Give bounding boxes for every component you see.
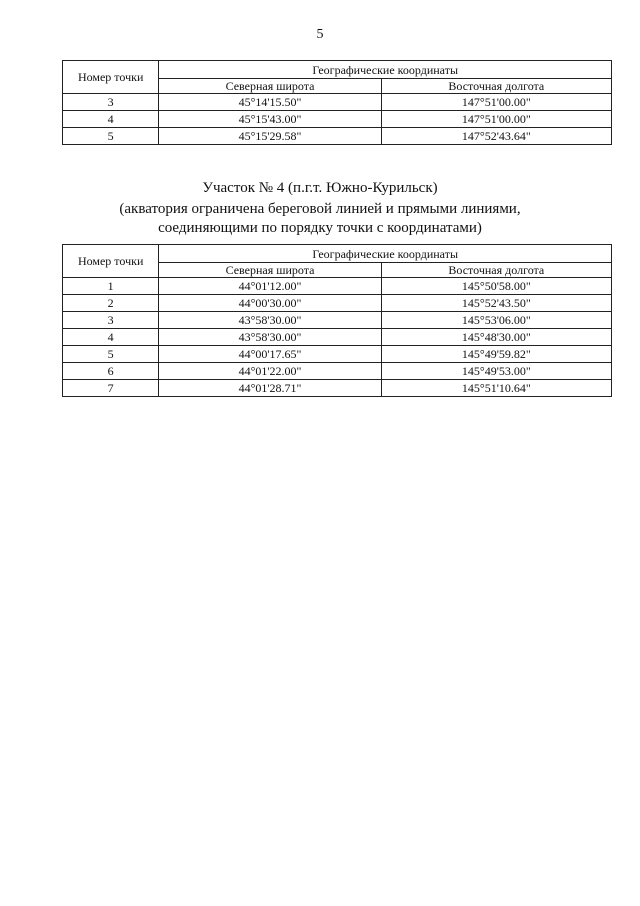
point-number-cell: 7 bbox=[63, 380, 159, 397]
table-row bbox=[63, 94, 612, 111]
point-number-cell: 6 bbox=[63, 363, 159, 380]
table-row bbox=[63, 363, 612, 380]
header-east-longitude: Восточная долгота bbox=[381, 79, 611, 94]
point-number-cell: 3 bbox=[63, 312, 159, 329]
latitude-cell: 45°14'15.50" bbox=[159, 94, 381, 111]
section-subtitle-line-1: (акватория ограничена береговой линией и прямыми линиями, bbox=[119, 201, 521, 217]
latitude-cell: 44°00'17.65" bbox=[159, 346, 381, 363]
header-north-latitude: Северная широта bbox=[159, 263, 381, 278]
latitude-cell: 43°58'30.00" bbox=[159, 312, 381, 329]
section-subtitle-line-2: соединяющими по порядку точки с координатами) bbox=[158, 220, 482, 236]
longitude-cell: 145°50'58.00" bbox=[381, 278, 611, 295]
table-row bbox=[63, 295, 612, 312]
header-geo-coords: Географические координаты bbox=[159, 61, 612, 79]
longitude-cell: 147°52'43.64" bbox=[381, 128, 611, 145]
latitude-cell: 44°00'30.00" bbox=[159, 295, 381, 312]
point-number-cell: 2 bbox=[63, 295, 159, 312]
table-row bbox=[63, 111, 612, 128]
latitude-cell: 44°01'12.00" bbox=[159, 278, 381, 295]
point-number-cell: 5 bbox=[63, 346, 159, 363]
longitude-cell: 145°49'53.00" bbox=[381, 363, 611, 380]
header-point-number: Номер точки bbox=[63, 61, 159, 94]
header-point-number: Номер точки bbox=[63, 245, 159, 278]
table-row bbox=[63, 380, 612, 397]
header-geo-coords: Географические координаты bbox=[159, 245, 612, 263]
header-north-latitude: Северная широта bbox=[159, 79, 381, 94]
table-row bbox=[63, 312, 612, 329]
coordinates-table-1 bbox=[62, 60, 612, 145]
longitude-cell: 145°51'10.64" bbox=[381, 380, 611, 397]
latitude-cell: 45°15'29.58" bbox=[159, 128, 381, 145]
longitude-cell: 145°52'43.50" bbox=[381, 295, 611, 312]
point-number-cell: 3 bbox=[63, 94, 159, 111]
latitude-cell: 43°58'30.00" bbox=[159, 329, 381, 346]
page-number: 5 bbox=[316, 27, 324, 42]
coordinates-table-2 bbox=[62, 244, 612, 397]
table-row bbox=[63, 346, 612, 363]
table-row bbox=[63, 128, 612, 145]
point-number-cell: 1 bbox=[63, 278, 159, 295]
longitude-cell: 145°53'06.00" bbox=[381, 312, 611, 329]
point-number-cell: 5 bbox=[63, 128, 159, 145]
table-row bbox=[63, 329, 612, 346]
table-row bbox=[63, 278, 612, 295]
latitude-cell: 45°15'43.00" bbox=[159, 111, 381, 128]
latitude-cell: 44°01'22.00" bbox=[159, 363, 381, 380]
longitude-cell: 147°51'00.00" bbox=[381, 111, 611, 128]
latitude-cell: 44°01'28.71" bbox=[159, 380, 381, 397]
longitude-cell: 147°51'00.00" bbox=[381, 94, 611, 111]
longitude-cell: 145°48'30.00" bbox=[381, 329, 611, 346]
point-number-cell: 4 bbox=[63, 329, 159, 346]
point-number-cell: 4 bbox=[63, 111, 159, 128]
header-east-longitude: Восточная долгота bbox=[381, 263, 611, 278]
section-title: Участок № 4 (п.г.т. Южно-Курильск) bbox=[202, 180, 438, 196]
longitude-cell: 145°49'59.82" bbox=[381, 346, 611, 363]
